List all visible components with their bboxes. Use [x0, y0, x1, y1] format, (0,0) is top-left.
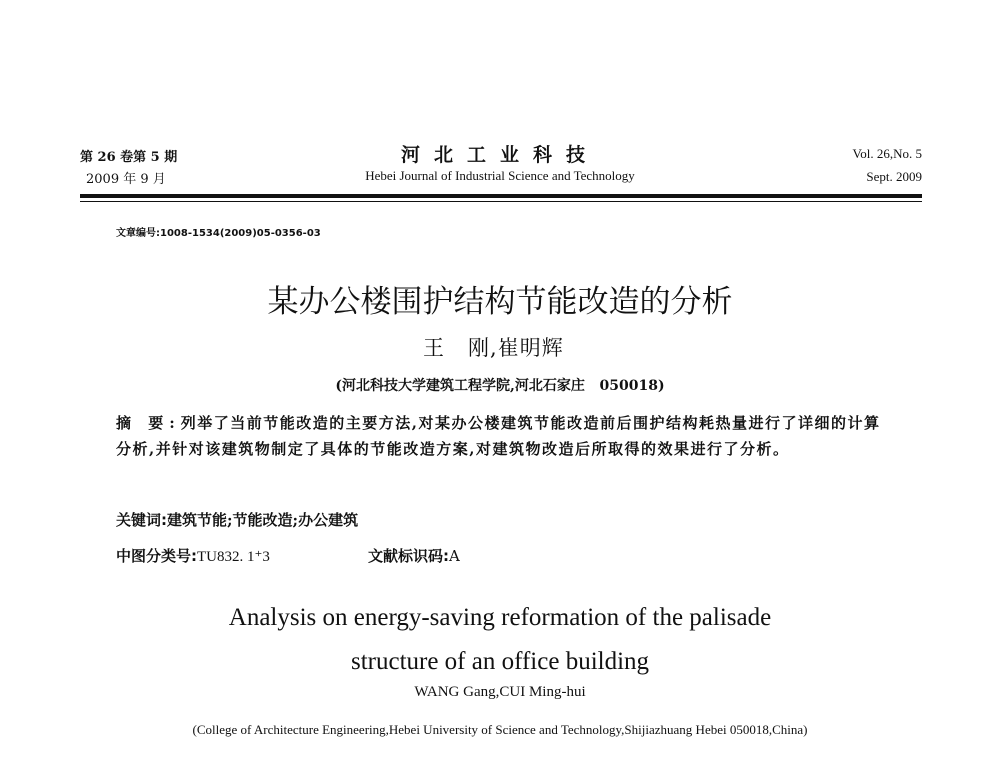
document-code-value: A	[449, 547, 460, 565]
keywords	[116, 509, 358, 530]
date-en: Sept. 2009	[866, 169, 922, 184]
keywords-text: 建筑节能;节能改造;办公建筑	[167, 511, 359, 529]
paper-title-en-line2: structure of an office building	[350, 648, 650, 675]
authors-en: WANG Gang,CUI Ming-hui	[414, 684, 586, 700]
abstract-label: 摘 要:	[116, 414, 181, 432]
document-code	[368, 545, 460, 566]
journal-title-cn: 河北工业科技	[400, 144, 599, 166]
issue-cn: 第 26 卷第 5 期	[80, 150, 178, 165]
document-code-label: 文献标识码:	[368, 547, 449, 565]
header-rule-thick	[80, 194, 922, 198]
paper-title-cn: 某办公楼围护结构节能改造的分析	[267, 284, 733, 320]
paper-title-en-line1: Analysis on energy-saving reformation of the palisade	[228, 604, 772, 631]
classification-value: TU832. 1⁺3	[197, 549, 270, 565]
affiliation-cn: (河北科技大学建筑工程学院,河北石家庄 050018)	[335, 378, 665, 394]
paper-title-en	[0, 596, 1000, 684]
authors-cn: 王 刚,崔明辉	[423, 336, 564, 360]
affiliation-en: (College of Architecture Engineering,Hebei University of Science and Technology,Shijiazhuang Hebei 050018,China)	[192, 722, 808, 737]
abstract-text: 列举了当前节能改造的主要方法,对某办公楼建筑节能改造前后围护结构耗热量进行了详细的计算分析,并针对该建筑物制定了具体的节能改造方案,对建筑物改造后所取得的效果进行了分析。	[116, 414, 881, 458]
classification-label: 中图分类号:	[116, 547, 197, 565]
classification	[116, 545, 270, 566]
abstract	[116, 410, 888, 462]
article-number: 文章编号:1008-1534(2009)05-0356-03	[116, 228, 321, 239]
volume-en: Vol. 26,No. 5	[852, 146, 922, 161]
keywords-label: 关键词:	[116, 511, 167, 529]
header-rule-thin	[80, 201, 922, 202]
journal-title-en: Hebei Journal of Industrial Science and Technology	[365, 168, 635, 183]
date-cn: 2009 年 9 月	[86, 172, 166, 187]
